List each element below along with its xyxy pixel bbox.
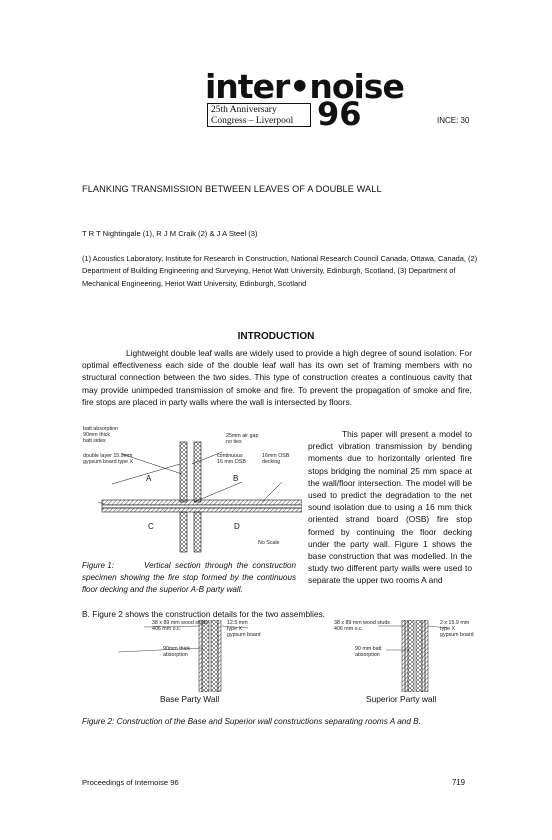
fig2-base-label-gypsum [227, 620, 261, 638]
fig2-label-line: 38 x 89 mm wood studs [334, 620, 390, 626]
fig1-label-line: gypsum board type X [83, 459, 134, 465]
fig1-label-osb-decking [262, 453, 289, 465]
fig2-label-line: 12.5 mm [227, 620, 248, 626]
figure-1-caption-label: Figure 1: [82, 561, 114, 570]
fig1-label-line: batt absorption [83, 426, 119, 432]
fig2-label-line: 406 mm o.c. [152, 626, 182, 632]
fig1-scale-note: No Scale [258, 540, 280, 546]
intro-paragraph-text: Lightweight double leaf walls are widely used to provide a high degree of sound isolation. For optimal effectiveness each side of the double leaf wall has its own set of framing members with no structural connection between the two sides. This type of construction creates a continuous cavity that may provide unimpeded transmission of smoke and fire. To prevent the propagation of smoke and fire, fire stops are placed in party walls where the wall is intersected by floors. [82, 348, 472, 407]
room-label-b: B [233, 474, 239, 483]
fig1-label-line: 16mm OSB [262, 453, 290, 459]
fig2-label-line: gypsum board [227, 632, 261, 638]
fig2-base-label-absorption [163, 646, 190, 658]
fig2-label-line: absorption [355, 652, 380, 658]
figure-2-caption: Figure 2: Construction of the Base and Superior wall constructions separating rooms A and B. [82, 717, 421, 726]
intro-right-column-text: This paper will present a model to predict vibration transmission by bending moments due to horizontally oriented fire stops bridging the nominal 25 mm space at the wall/floor intersection. The model will be used to predict the degradation to the net sound isolation due to using a 16 mm thick oriented strand board (OSB) fire stop formed by continuing the floor decking under the party wall. Figure 1 shows the base construction that was modelled. In the study two different party walls were used to separate the upper two rooms A and [308, 429, 472, 586]
fig2-label-line: 38 x 89 mm wood studs [152, 620, 208, 626]
fig2-superior-label-absorption [355, 646, 382, 658]
fig1-label-osb-continuous [217, 453, 246, 465]
fig2-label-line: 90 mm batt [355, 646, 382, 652]
anniversary-box [207, 103, 311, 127]
figure-1-caption-text: Vertical section through the construction specimen showing the fire stop formed by the continuous floor decking and the superior A-B party wall. [82, 561, 296, 594]
paper-id: INCE: 30 [437, 116, 470, 125]
fig2-label-line: type X [440, 626, 456, 632]
fig1-label-line: batt sides [83, 438, 106, 444]
authors: T R T Nightingale (1), R J M Craik (2) & J A Steel (3) [82, 229, 258, 238]
fig2-label-line: absorption [163, 652, 188, 658]
fig1-label-line: decking [262, 459, 281, 465]
section-heading-introduction: INTRODUCTION [237, 331, 315, 342]
fig2-label-line: gypsum board [440, 632, 474, 638]
fig2-base-label-studs [152, 620, 208, 632]
fig2-label-line: type X [227, 626, 243, 632]
figure-2-wall-drawings [82, 620, 472, 692]
footer-proceedings: Proceedings of Internoise 96 [82, 778, 179, 787]
fig1-label-batt [83, 426, 118, 444]
figure-1-caption [82, 560, 296, 596]
conference-year-logo: 96 [317, 95, 362, 133]
conference-logo-text: inter•noise [205, 67, 404, 106]
intro-paragraph [82, 347, 472, 408]
fig2-superior-label-gypsum [440, 620, 474, 638]
anniversary-line-1: 25th Anniversary [211, 105, 277, 115]
affiliations: (1) Acoustics Laboratory, Institute for Research in Construction, National Research Council Canada, Ottawa, Canada, (2) Department of Building Engineering and Surveying, Heriot Watt University, Edinburgh, Scotland, (3) Department of Mechanical Engineering, Heriot Watt University, Edinburgh, Scotland [82, 254, 478, 288]
page-number: 719 [452, 778, 466, 787]
base-party-wall-title: Base Party Wall [160, 694, 220, 704]
room-label-a: A [146, 474, 152, 483]
fig2-label-line: 406 mm o.c. [334, 626, 364, 632]
fig1-label-cavity [226, 433, 258, 445]
anniversary-line-2: Congress – Liverpool [211, 116, 294, 126]
paper-title: FLANKING TRANSMISSION BETWEEN LEAVES OF A DOUBLE WALL [82, 184, 382, 194]
intro-continuation: B. Figure 2 shows the construction details for the two assemblies. [82, 609, 325, 619]
fig1-label-line: double layer 15.9mm [83, 453, 133, 459]
fig2-superior-label-studs [334, 620, 390, 632]
fig1-label-line: no ties [226, 439, 242, 445]
fig1-label-line: 25mm air gap [226, 433, 259, 439]
fig2-label-line: 2 x 15.9 mm [440, 620, 470, 626]
fig1-label-line: continuous [217, 453, 243, 459]
fig1-label-gypsum [83, 453, 133, 465]
superior-party-wall-title: Superior Party wall [366, 694, 437, 704]
room-label-d: D [234, 522, 240, 531]
fig2-label-line: 90mm thick [163, 646, 191, 652]
fig1-label-line: 90mm thick [83, 432, 111, 438]
room-label-c: C [148, 522, 154, 531]
intro-right-column [308, 428, 472, 587]
fig1-label-line: 16 mm OSB [217, 459, 246, 465]
